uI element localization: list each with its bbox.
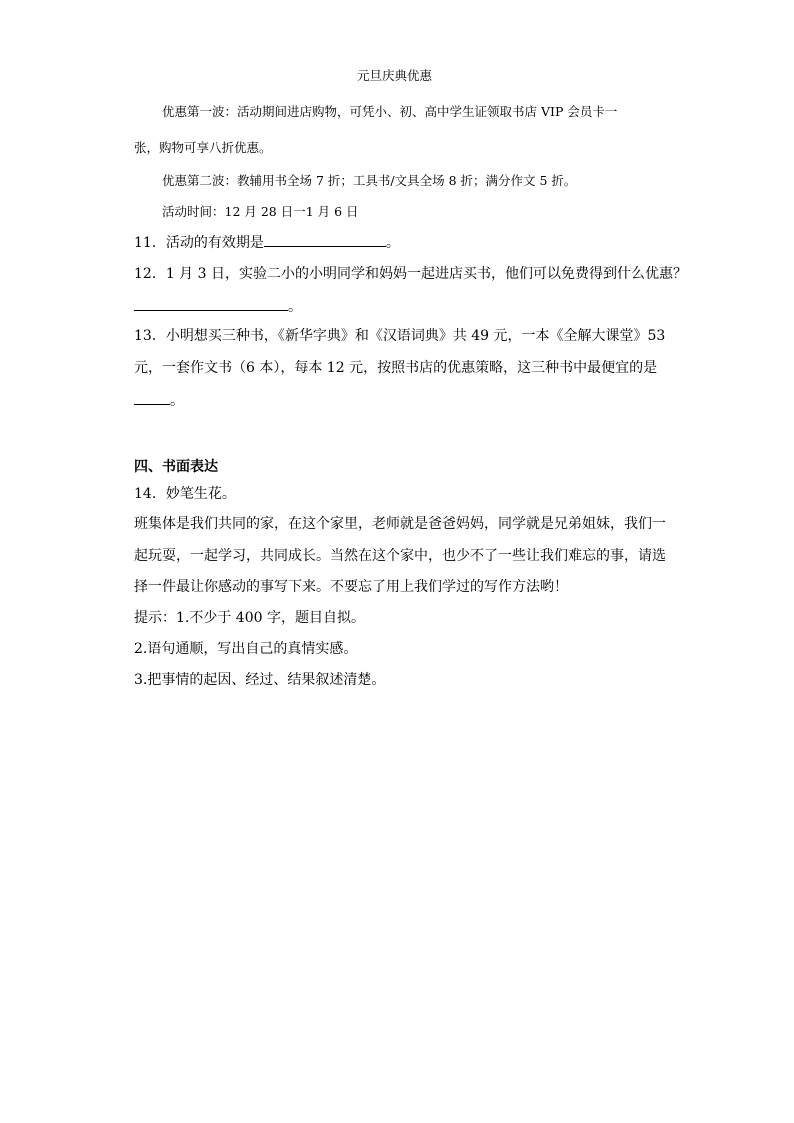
- question-11: [134, 232, 400, 253]
- question-14-para-line1: 班集体是我们共同的家，在这个家里，老师就是爸爸妈妈，同学就是兄弟姐妹，我们一: [134, 516, 666, 532]
- question-12-answer: [134, 296, 302, 317]
- answer-blank-13[interactable]: [134, 390, 170, 405]
- question-13-line1: 13．小明想买三种书，《新华字典》和《汉语词典》共 49 元，一本《全解大课堂》53: [134, 328, 666, 344]
- section-heading: 四、书面表达: [134, 459, 218, 475]
- question-12: 12．1 月 3 日，实验二小的小明同学和妈妈一起进店买书，他们可以免费得到什么优惠？: [134, 266, 687, 282]
- question-11-end: 。: [385, 235, 400, 251]
- question-13-line2: 元，一套作文书（6 本），每本 12 元，按照书店的优惠策略，这三种书中最便宜的是: [134, 360, 658, 376]
- promo-time: 活动时间：12 月 28 日一1 月 6 日: [162, 204, 359, 219]
- promo-wave1-line1: 优惠第一波：活动期间进店购物，可凭小、初、高中学生证领取书店 VIP 会员卡一: [162, 104, 618, 119]
- question-11-text: 11．活动的有效期是: [134, 235, 264, 251]
- promo-title: 元旦庆典优惠: [357, 68, 433, 83]
- question-14-label: 14．妙笔生花。: [134, 486, 236, 502]
- question-12-end: 。: [288, 299, 302, 315]
- answer-blank-11[interactable]: [264, 232, 386, 247]
- question-13-answer: [134, 390, 184, 411]
- question-13-end: 。: [170, 393, 184, 409]
- question-14-tip1: 提示：1.不少于 400 字，题目自拟。: [134, 610, 365, 626]
- answer-blank-12[interactable]: [134, 296, 288, 311]
- promo-wave1-line2: 张，购物可享八折优惠。: [134, 140, 272, 155]
- promo-wave2: 优惠第二波：教辅用书全场 7 折；工具书/文具全场 8 折；满分作文 5 折。: [162, 173, 577, 188]
- question-14-tip3: 3.把事情的起因、经过、结果叙述清楚。: [134, 672, 386, 688]
- question-14-tip2: 2.语句通顺，写出自己的真情实感。: [134, 641, 358, 657]
- question-14-para-line2: 起玩耍，一起学习，共同成长。当然在这个家中，也少不了一些让我们难忘的事，请选: [134, 548, 666, 564]
- question-14-para-line3: 择一件最让你感动的事写下来。不要忘了用上我们学过的写作方法哟！: [134, 579, 568, 595]
